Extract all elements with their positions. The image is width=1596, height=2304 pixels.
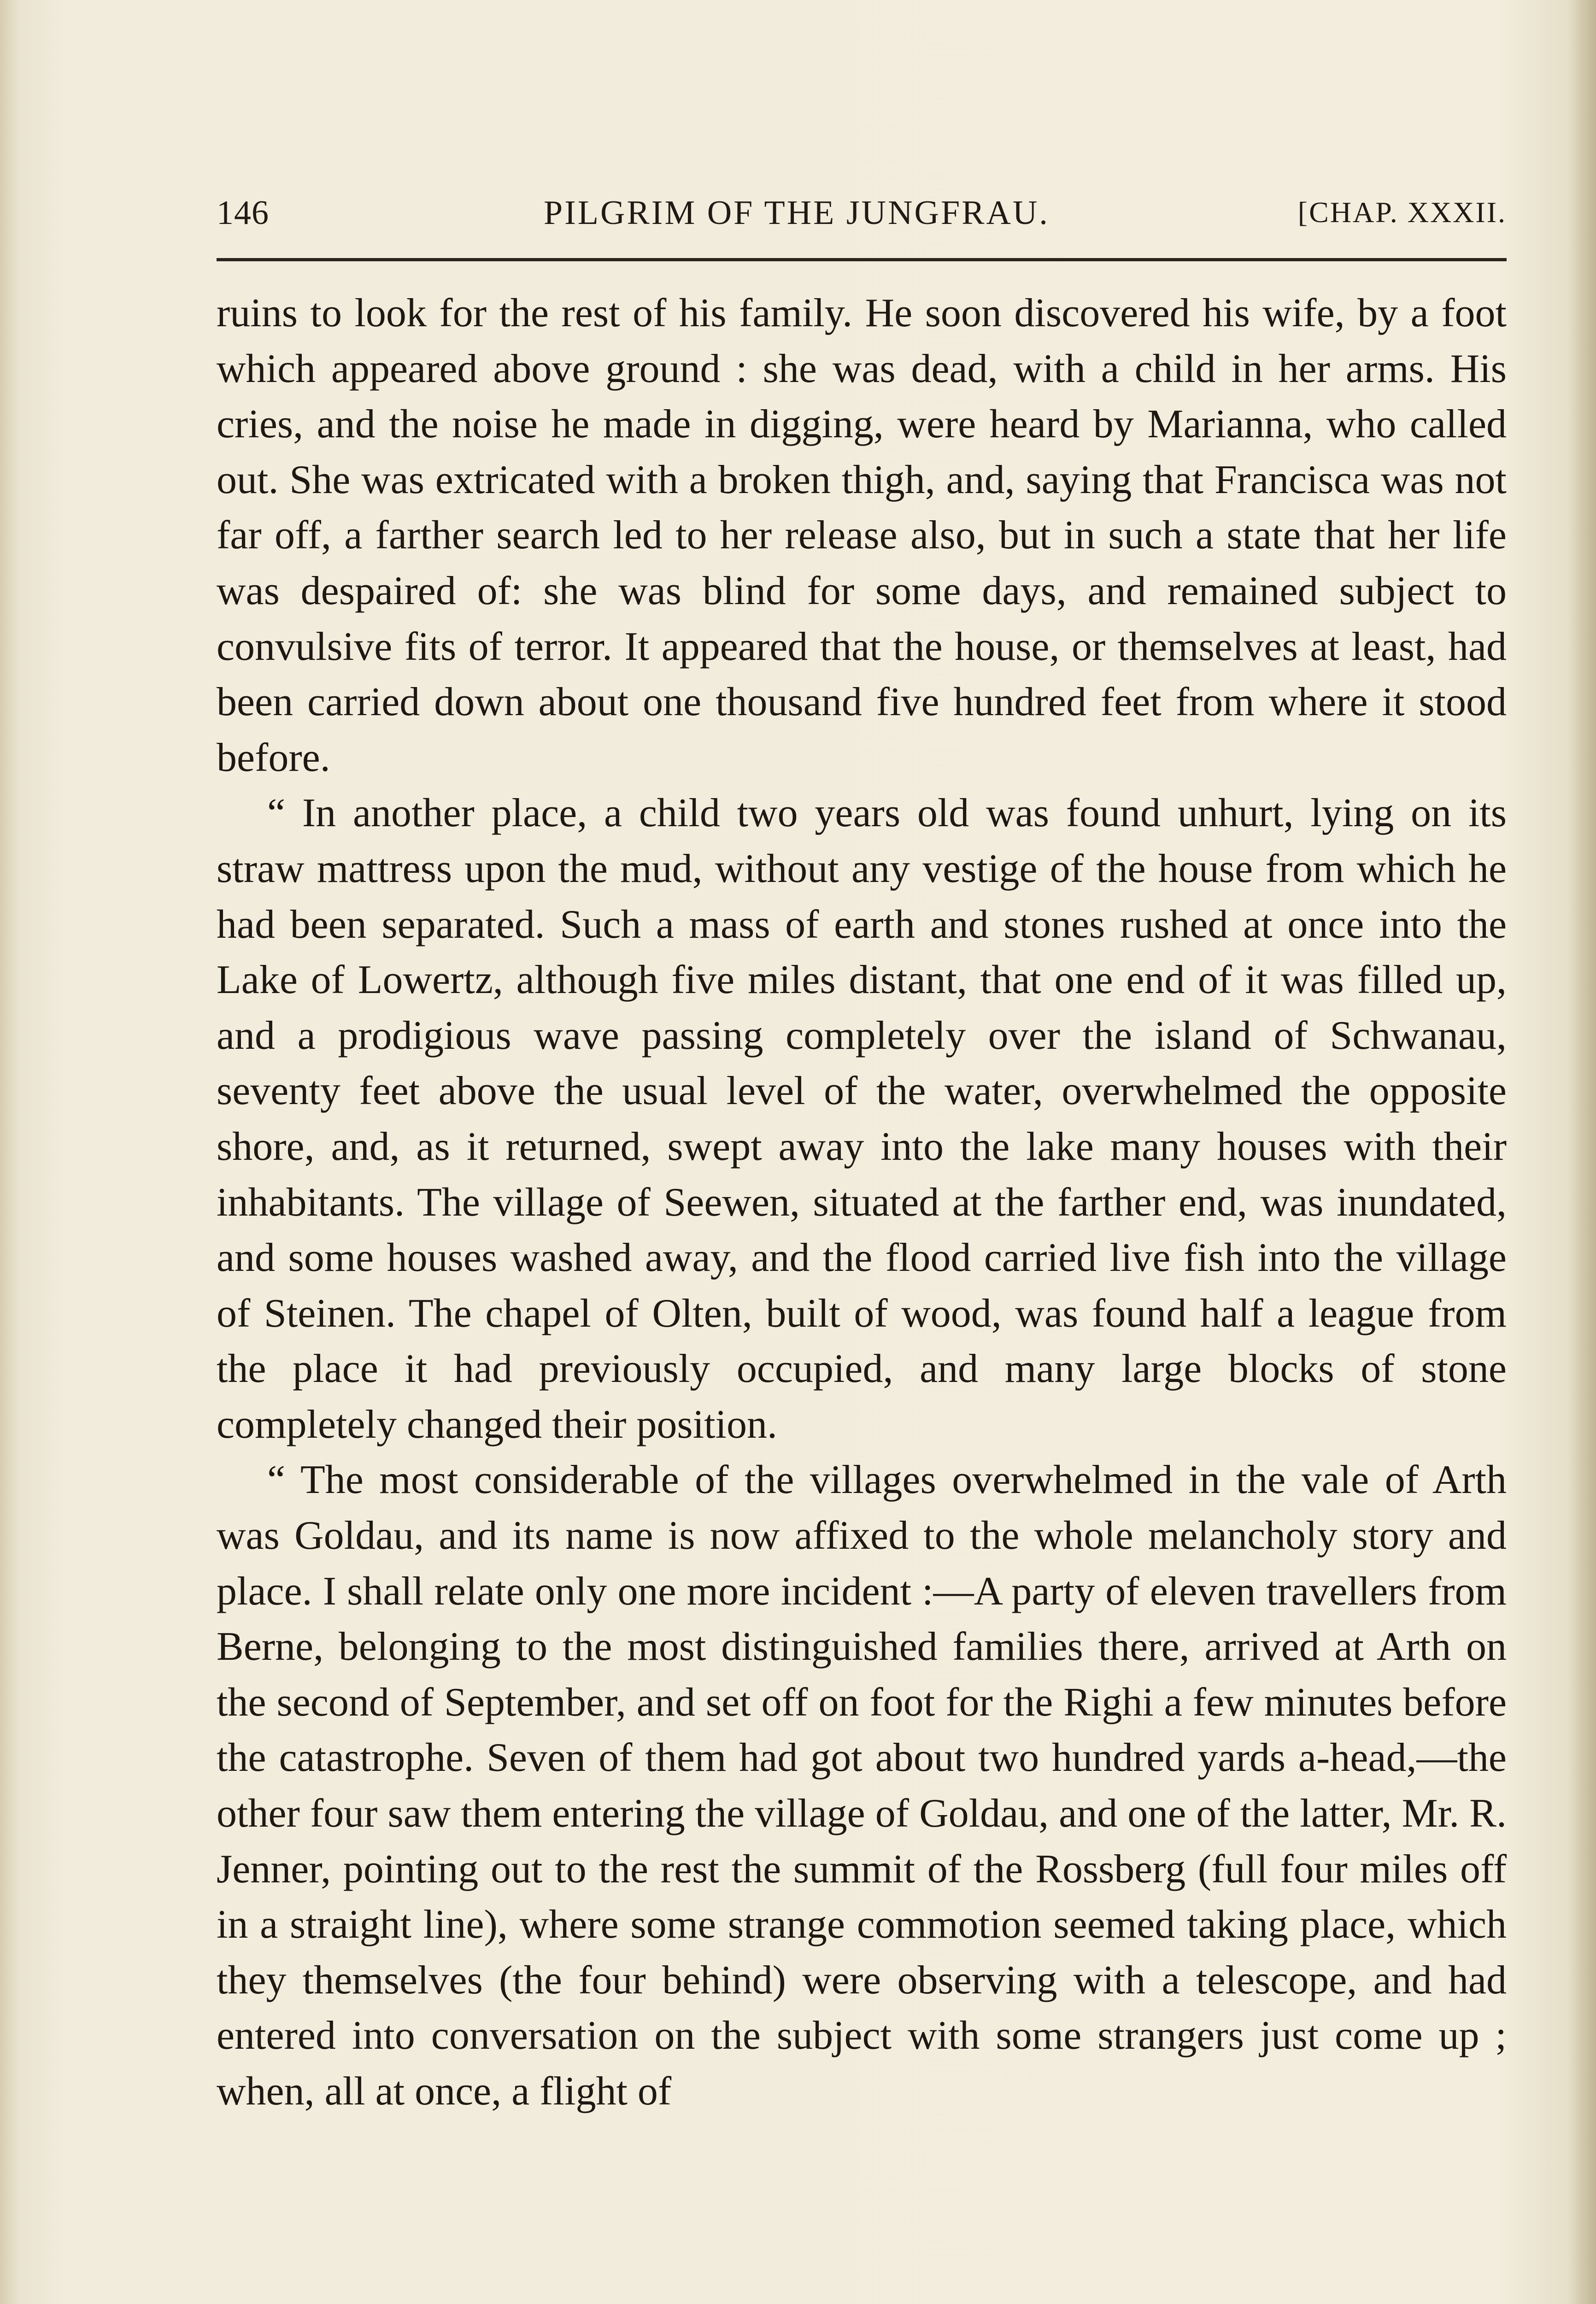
running-title: PILGRIM OF THE JUNGFRAU.: [544, 194, 1050, 232]
page-number: 146: [217, 194, 269, 232]
chapter-label: [CHAP. XXXII.: [1297, 196, 1507, 229]
running-head: [217, 194, 1507, 249]
paragraph-goldau: “ The most considerable of the villages overwhelmed in the vale of Arth was Goldau, and its name is now affixed to the whole melancholy story and place. I shall relate only one more incident :—A party of eleven travellers from Berne, belonging to the most distinguished families there, arrived at Arth on the second of September, and set off on foot for the Righi a few minutes before the catastrophe. Seven of them had got about two hundred yards a-head,—the other four saw them entering the village of Goldau, and one of the latter, Mr. R. Jenner, pointing out to the rest the summit of the Rossberg (full four miles off in a straight line), where some strange commotion seemed taking place, which they themselves (the four behind) were observing with a telescope, and had entered into conversation on the subject with some strangers just come up ; when, all at once, a flight of: [217, 1458, 1507, 2114]
body-text: [217, 286, 1507, 2120]
page-edge-shadow: [1568, 0, 1596, 2304]
paragraph-continued: ruins to look for the rest of his family. He soon discovered his wife, by a foot which appeared above ground : she was dead, with a child in her arms. His cries, and the noise he made in digging, were heard by Marianna, who called out. She was extricated with a broken thigh, and, saying that Francisca was not far off, a farther search led to her release also, but in such a state that her life was despaired of: she was blind for some days, and remained subject to convulsive fits of terror. It appeared that the house, or themselves at least, had been carried down about one thousand five hundred feet from where it stood before.: [217, 291, 1507, 780]
paragraph-lake-lowertz: “ In another place, a child two years old was found unhurt, lying on its straw mattress upon the mud, without any vestige of the house from which he had been separated. Such a mass of earth and stones rushed at once into the Lake of Lowertz, although five miles distant, that one end of it was filled up, and a prodigious wave passing completely over the island of Schwanau, seventy feet above the usual level of the water, overwhelmed the opposite shore, and, as it returned, swept away into the lake many houses with their inhabitants. The village of Seewen, situated at the farther end, was inundated, and some houses washed away, and the flood carried live fish into the village of Steinen. The chapel of Olten, built of wood, was found half a league from the place it had previously occupied, and many large blocks of stone completely changed their position.: [217, 791, 1507, 1447]
header-rule: [217, 258, 1507, 261]
